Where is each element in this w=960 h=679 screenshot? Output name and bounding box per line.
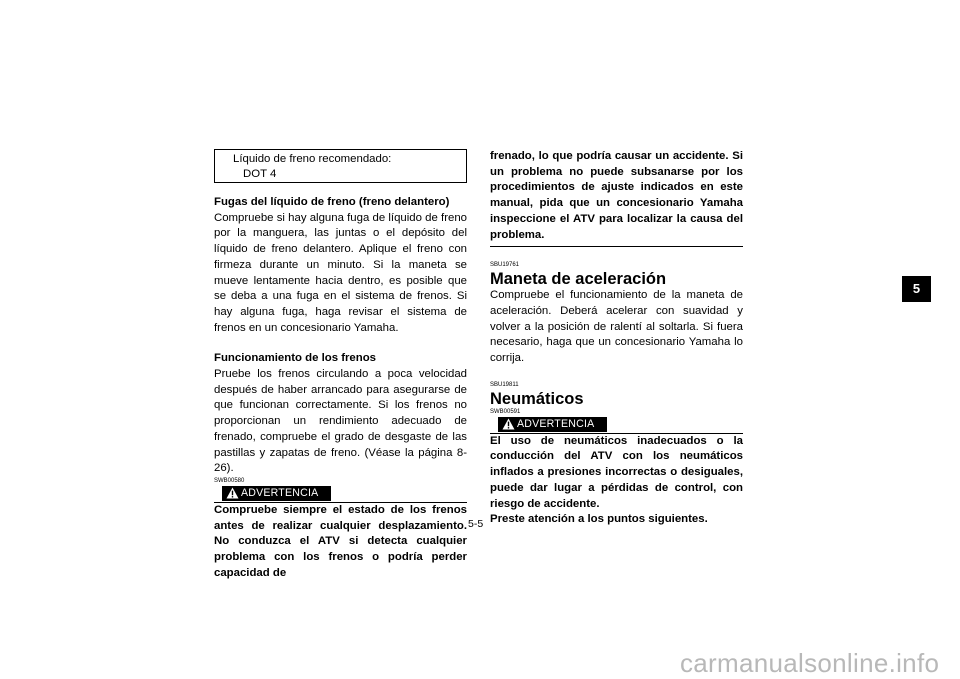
- leak-paragraph: Compruebe si hay alguna fuga de líquido de freno por la manguera, las juntas o el depósito del líquido de freno delantero. Aplique el freno con firmeza durante un minuto. Si la maneta se mueve lentamente hacia dentro, es posible que se deba a una fuga en el sistema de frenos. Si hay alguna fuga, haga revisar el sistema de frenos en un concesionario Yamaha.: [214, 211, 467, 334]
- tires-title: Neumáticos: [490, 389, 584, 408]
- tires-warning-code: SWB00591: [490, 408, 521, 415]
- left-column: [214, 149, 467, 581]
- operation-heading: Funcionamiento de los frenos: [214, 352, 377, 365]
- warning-triangle-icon: [502, 418, 515, 430]
- spec-label: Líquido de freno recomendado:: [233, 153, 392, 165]
- throttle-code: SBU19761: [490, 262, 520, 269]
- spec-value: DOT 4: [243, 168, 277, 180]
- tires-note: Preste atención a los puntos siguientes.: [490, 513, 708, 526]
- chapter-tab: 5: [902, 276, 931, 302]
- tires-code: SBU19811: [490, 381, 519, 388]
- brake-fluid-spec-box: [214, 149, 467, 183]
- right-column: [490, 149, 743, 528]
- page-number: 5-5: [468, 518, 484, 530]
- warning-banner: [214, 486, 467, 503]
- warning-text: Compruebe siempre el estado de los frenos antes de realizar cualquier desplazamiento. No conduzca el ATV si detecta cualquier problema con los frenos o podría perder capacidad de: [214, 503, 467, 579]
- warning-label: ADVERTENCIA: [241, 486, 319, 499]
- warning-code: SWB00580: [214, 477, 245, 484]
- leak-heading: Fugas del líquido de freno (freno delantero): [214, 196, 450, 208]
- warning-triangle-icon: [226, 487, 239, 499]
- watermark: carmanualsonline.info: [680, 648, 940, 678]
- tires-warning-badge: [498, 417, 607, 432]
- operation-paragraph: Pruebe los frenos circulando a poca velocidad después de haber arrancado para asegurarse de que funcionan correctamente. Si los frenos no proporcionan un rendimiento adecuado de frenado, compruebe el grado de desgaste de las pastillas y zapatas de freno. (Véase la página 8-26).: [214, 368, 467, 475]
- tires-warning-banner: [490, 417, 743, 434]
- throttle-paragraph: Compruebe el funcionamiento de la maneta de aceleración. Deberá acelerar con suavidad y volver a la posición de ralentí al soltarla. Si fuera necesario, haga que un concesionario Yamaha lo corrija.: [490, 289, 743, 365]
- warning-badge: [222, 486, 331, 501]
- tires-warning-label: ADVERTENCIA: [517, 417, 595, 430]
- throttle-title: Maneta de aceleración: [490, 270, 667, 289]
- warning-continued: frenado, lo que podría causar un accidente. Si un problema no puede subsanarse por los procedimientos de ajuste indicados en este manual, pida que un concesionario Yamaha inspeccione el ATV para localizar la causa del problema.: [490, 150, 743, 241]
- tires-warning-text: El uso de neumáticos inadecuados o la conducción del ATV con los neumáticos inflados a presiones incorrectas o desiguales, puede dar lugar a pérdidas de control, con riesgo de accidente.: [490, 434, 743, 510]
